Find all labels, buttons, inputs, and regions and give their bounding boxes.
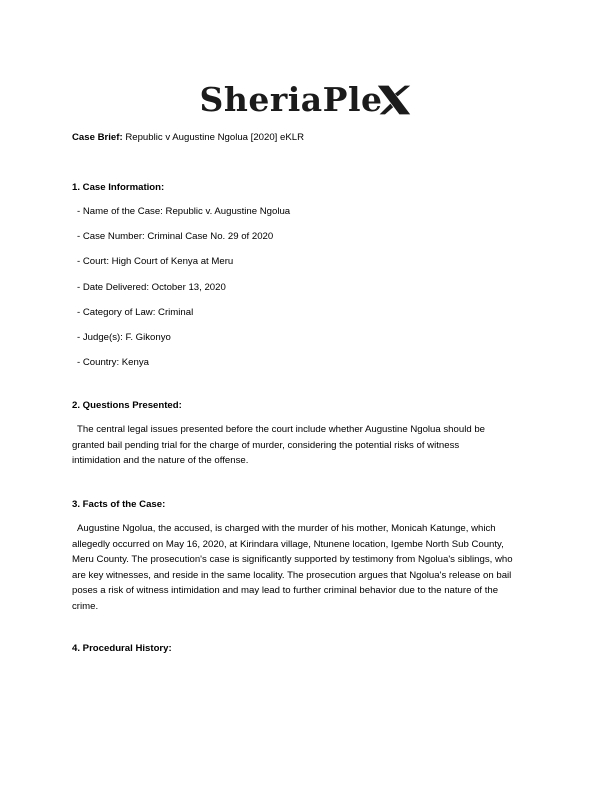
questions-presented-paragraph [72,422,542,469]
info-item-date-delivered: - Date Delivered: October 13, 2020 [77,281,226,293]
case-brief-value: Republic v Augustine Ngolua [2020] eKLR [125,132,304,143]
info-item-country: - Country: Kenya [77,357,149,369]
facts-line: poses a risk of witness intimidation and may lead to further criminal behavior due to the nature of the [72,585,499,597]
questions-line: intimidation and the nature of the offense. [72,455,249,467]
sheriaplex-logo [0,76,612,122]
facts-line: crime. [72,600,99,612]
info-item-court: - Court: High Court of Kenya at Meru [77,256,234,268]
logo-wordmark: SheriaPle [199,79,383,119]
facts-line: Augustine Ngolua, the accused, is charged with the murder of his mother, Monicah Katunge, which [77,523,496,535]
section-heading-procedural-history: 4. Procedural History: [72,643,172,655]
facts-line: are key witnesses, and reside in the same locality. The prosecution argues that Ngolua's release on bail [72,569,512,581]
case-brief-label: Case Brief: [72,132,123,143]
case-information-list [72,204,542,371]
questions-line: granted bail pending trial for the charge of murder, considering the potential risks of witness [72,439,460,451]
facts-line: Meru County. The prosecution's case is significantly supported by testimony from Ngolua's siblings, who [72,554,513,566]
questions-line: The central legal issues presented before the court include whether Augustine Ngolua should be [77,424,485,436]
document-body [72,130,542,657]
info-item-judges: - Judge(s): F. Gikonyo [77,331,171,343]
case-brief-line [72,130,542,146]
section-heading-questions-presented: 2. Questions Presented: [72,399,182,411]
info-item-case-number: - Case Number: Criminal Case No. 29 of 2020 [77,231,274,243]
facts-paragraph [72,521,542,614]
info-item-case-name: - Name of the Case: Republic v. Augustine Ngolua [77,206,291,217]
section-heading-case-information: 1. Case Information: [72,181,165,193]
stylized-x-icon [376,83,412,117]
section-heading-facts: 3. Facts of the Case: [72,498,166,510]
facts-line: allegedly occurred on May 16, 2020, at Kirindara village, Ntunene location, Igembe North Sub County, [72,538,504,550]
info-item-category: - Category of Law: Criminal [77,306,194,318]
